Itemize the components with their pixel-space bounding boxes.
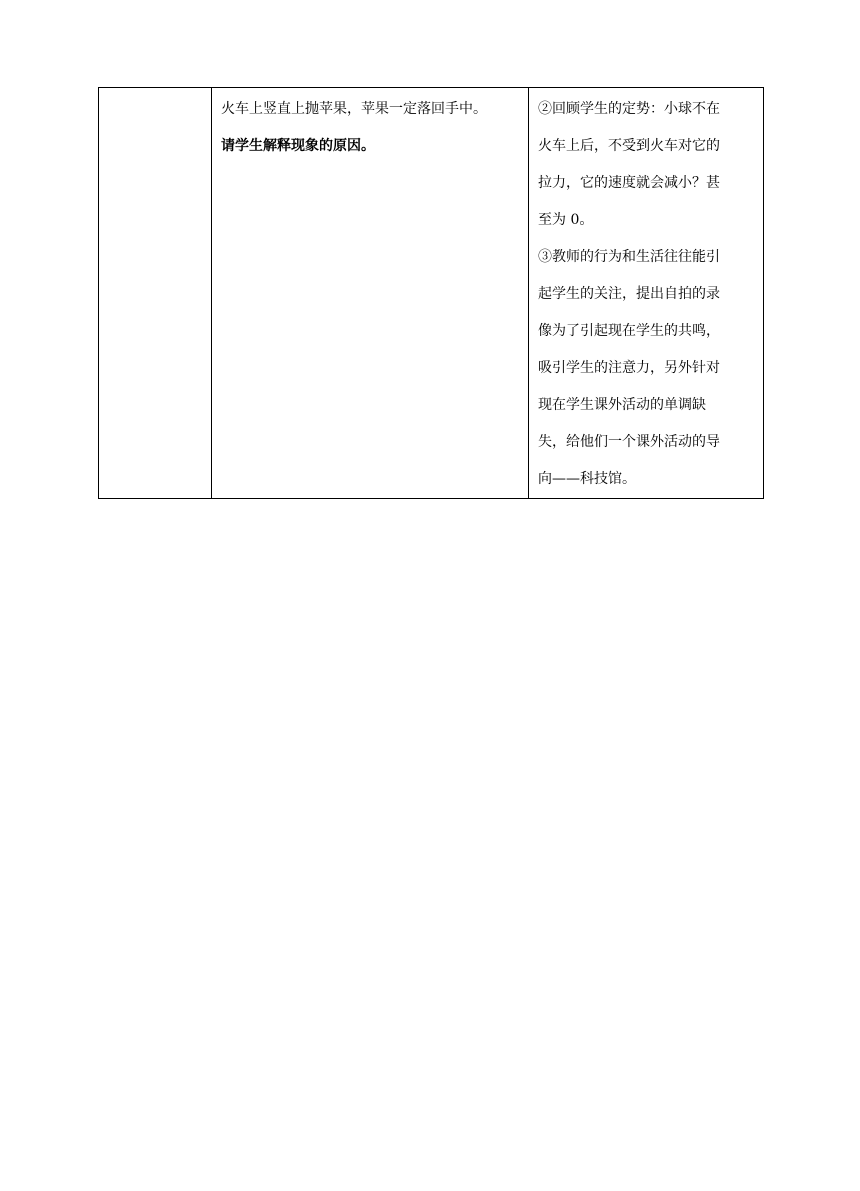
empty-left-cell [99, 88, 212, 499]
intent-line: 拉力，它的速度就会减小？甚 [538, 175, 720, 191]
intent-line: 火车上后，不受到火车对它的 [538, 138, 720, 154]
lesson-plan-table [98, 87, 764, 499]
intent-line: 向——科技馆。 [538, 471, 636, 487]
intent-line: 吸引学生的注意力，另外针对 [538, 360, 720, 376]
intent-paragraph-2 [538, 91, 756, 239]
intent-paragraph-3 [538, 239, 756, 498]
activity-question-bold: 请学生解释现象的原因。 [221, 138, 375, 154]
intent-line: 至为 0。 [538, 212, 594, 228]
intent-cell [529, 88, 764, 499]
table-row [99, 88, 764, 499]
intent-line: 失，给他们一个课外活动的导 [538, 434, 720, 450]
activity-text-line: 火车上竖直上抛苹果，苹果一定落回手中。 [221, 101, 487, 117]
activity-cell [212, 88, 529, 499]
intent-cell-content [529, 88, 763, 498]
intent-line: 现在学生课外活动的单调缺 [538, 397, 706, 413]
intent-line: 像为了引起现在学生的共鸣， [538, 323, 720, 339]
intent-line: 起学生的关注，提出自拍的录 [538, 286, 720, 302]
intent-line: ③教师的行为和生活往往能引 [538, 249, 720, 265]
activity-cell-content [212, 88, 528, 165]
intent-line: ②回顾学生的定势：小球不在 [538, 101, 720, 117]
